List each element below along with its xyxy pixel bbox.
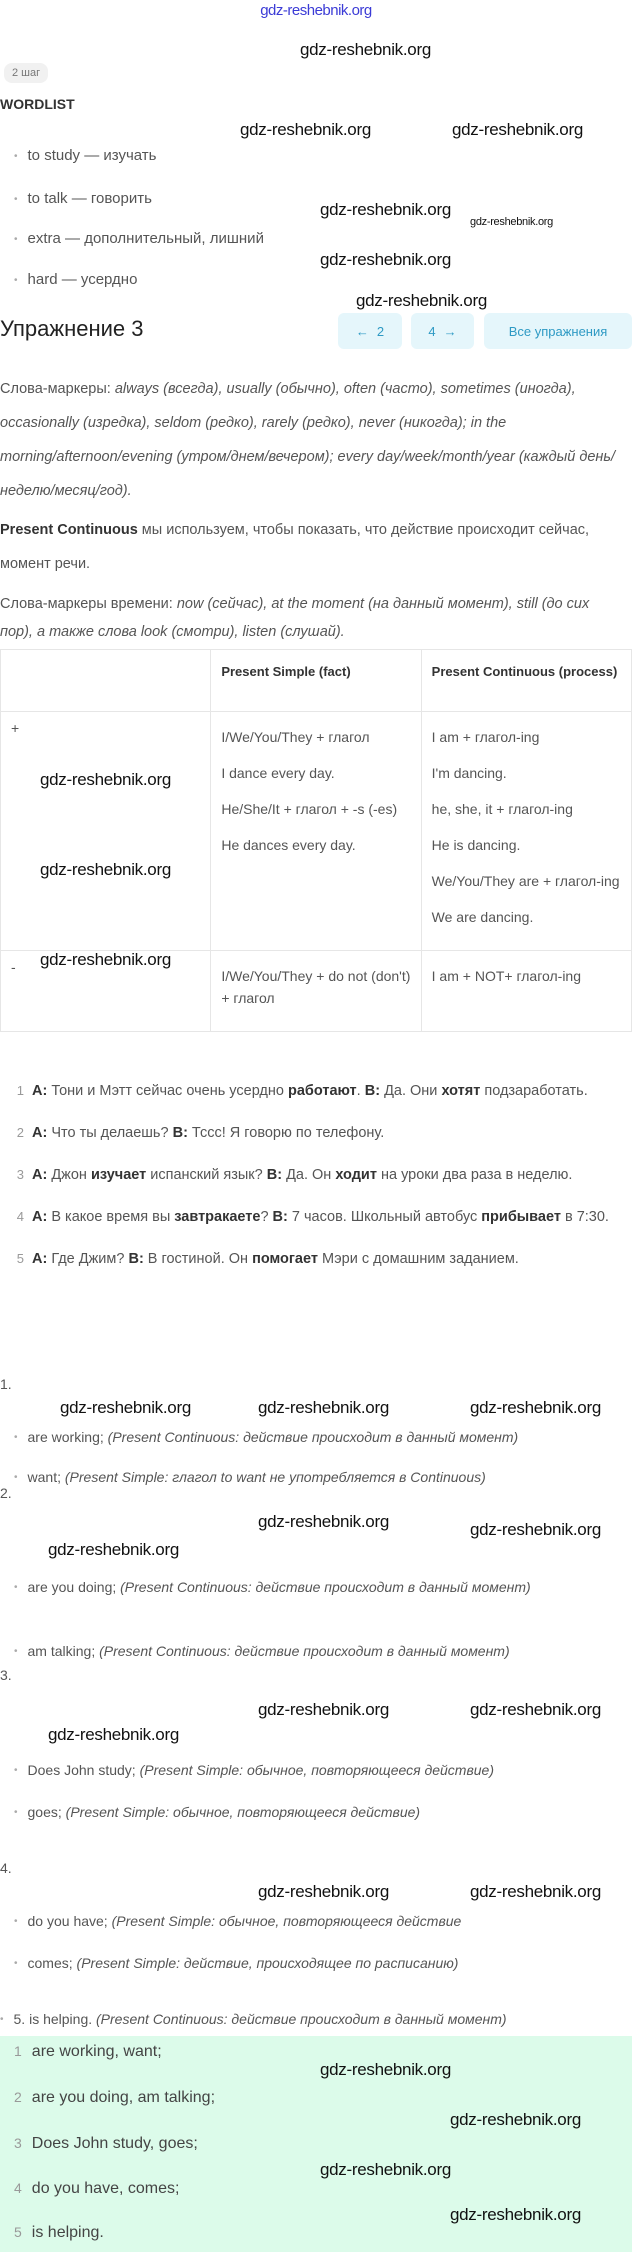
answer-text: Does John study, goes; <box>31 2135 198 2152</box>
dialog-bold: A: <box>32 1209 48 1225</box>
dialog-bold: A: <box>32 1251 48 1267</box>
dialog-bold: A: <box>32 1167 48 1183</box>
explanation-number: 1. <box>0 1376 12 1392</box>
answer-item <box>14 2224 104 2242</box>
row-sign: + <box>1 712 211 951</box>
cell-line: he, she, it + глагол-ing <box>431 801 573 817</box>
watermark: gdz-reshebnik.org <box>40 860 171 879</box>
dialog-bold: B: <box>128 1251 144 1267</box>
answer-item <box>14 2180 179 2198</box>
watermark: gdz-reshebnik.org <box>240 120 371 139</box>
explanation-text: (Present Simple: действие, происходящее по расписанию) <box>76 1955 459 1971</box>
answer-number: 2 <box>14 2089 22 2105</box>
wordlist-item: • hard — усердно <box>14 271 137 288</box>
explanation-item <box>14 1426 624 1449</box>
explanation-text: (Present Continuous: действие происходит в данный момент) <box>107 1429 519 1445</box>
pc-intro-bold: Present Continuous <box>0 522 138 538</box>
cell-line: We are dancing. <box>431 909 534 925</box>
continuous-cell <box>421 951 631 1032</box>
answer-item <box>14 2089 215 2107</box>
all-exercises-button[interactable]: Все упражнения <box>484 313 632 349</box>
answer-text: are working; <box>27 1429 108 1445</box>
explanation-item <box>14 1466 624 1489</box>
answer-item <box>14 2135 198 2153</box>
next-exercise-label: 4 <box>428 323 436 339</box>
answer-text: want; <box>27 1469 65 1485</box>
dialog-number: 1 <box>16 1083 24 1098</box>
arrow-right-icon: → <box>443 323 457 339</box>
cell-line: We/You/They are + глагол-ing <box>431 873 620 889</box>
simple-cell <box>211 712 421 951</box>
explanation-text: (Present Simple: глагол to want не употребляется в Continuous) <box>64 1469 486 1485</box>
dialog-bold: изучает <box>90 1167 147 1183</box>
answer-number: 3 <box>14 2135 22 2151</box>
prev-exercise-label: 2 <box>376 323 385 339</box>
watermark: gdz-reshebnik.org <box>320 200 451 219</box>
site-watermark-top: gdz-reshebnik.org <box>260 2 372 19</box>
simple-cell <box>211 951 421 1032</box>
answer-text: do you have; <box>27 1913 112 1929</box>
dialog-text: испанский язык? <box>146 1167 267 1183</box>
explanation-text: (Present Simple: обычное, повторяющееся действие <box>111 1913 462 1929</box>
answer-text: am talking; <box>27 1643 100 1659</box>
explanation-number: 2. <box>0 1485 12 1501</box>
wordlist-title: WORDLIST <box>0 96 75 112</box>
table-header: Present Continuous (process) <box>421 650 631 712</box>
answer-number: 4 <box>14 2180 22 2196</box>
explanation-text: (Present Simple: обычное, повторяющееся действие) <box>65 1804 421 1820</box>
watermark: gdz-reshebnik.org <box>40 950 171 969</box>
dialog-item <box>0 1074 632 1108</box>
explanation-5 <box>0 2008 610 2031</box>
table-row <box>1 712 632 951</box>
dialog-bold: хотят <box>441 1083 481 1099</box>
cell-line: He/She/It + глагол + -s (-es) <box>221 801 398 817</box>
dialog-text: Мэри с домашним заданием. <box>317 1251 519 1267</box>
arrow-left-icon: ← <box>355 323 369 339</box>
dialog-bold: завтракаете <box>174 1209 261 1225</box>
time-markers-paragraph <box>0 590 622 646</box>
watermark: gdz-reshebnik.org <box>300 40 431 59</box>
dialog-bold: B: <box>266 1167 283 1183</box>
cell-line: He is dancing. <box>431 837 521 853</box>
answer-text: goes; <box>27 1804 66 1820</box>
watermark: gdz-reshebnik.org <box>320 2060 451 2079</box>
answer-text: are you doing, am talking; <box>31 2089 216 2106</box>
dialog-line <box>32 1200 632 1234</box>
watermark: gdz-reshebnik.org <box>258 1512 389 1531</box>
wordlist-item: • to study — изучать <box>14 147 156 164</box>
answer-text: are you doing; <box>27 1579 121 1595</box>
explanation-text: (Present Simple: обычное, повторяющееся действие) <box>139 1762 494 1778</box>
watermark: gdz-reshebnik.org <box>470 1700 601 1719</box>
watermark: gdz-reshebnik.org <box>450 2205 581 2224</box>
dialog-line <box>32 1242 632 1276</box>
dialog-text: на уроки два раза в неделю. <box>376 1167 573 1183</box>
pc-intro-paragraph <box>0 513 622 581</box>
dialog-text: в 7:30. <box>560 1209 609 1225</box>
dialog-text: 7 часов. Школьный автобус <box>287 1209 482 1225</box>
explanation-item <box>14 1576 624 1599</box>
dialog-item <box>0 1242 632 1276</box>
dialog-bold: B: <box>364 1083 381 1099</box>
cell-line: I/We/You/They + do not (don't) + глагол <box>221 968 411 1006</box>
dialog-bold: работают <box>288 1083 357 1099</box>
prev-exercise-button[interactable] <box>338 313 402 349</box>
dialog-line <box>32 1116 632 1150</box>
dialog-text: Тони и Мэтт сейчас очень усердно <box>47 1083 288 1099</box>
watermark: gdz-reshebnik.org <box>470 1398 601 1417</box>
markers-label: Слова-маркеры: <box>0 381 115 397</box>
answer-number: 1 <box>14 2043 22 2059</box>
answer-text: is helping. <box>31 2224 104 2241</box>
watermark: gdz-reshebnik.org <box>258 1398 389 1417</box>
explanation-item <box>14 1910 624 1933</box>
dialog-text: . <box>356 1083 365 1099</box>
dialog-bold: прибывает <box>481 1209 561 1225</box>
dialog-bold: B: <box>272 1209 288 1225</box>
wordlist-item: • to talk — говорить <box>14 190 152 207</box>
dialog-line <box>32 1074 632 1108</box>
watermark: gdz-reshebnik.org <box>320 250 451 269</box>
dialog-number: 3 <box>16 1167 24 1182</box>
table-header-row <box>1 650 632 712</box>
table-header: Present Simple (fact) <box>211 650 421 712</box>
answer-text: are working, want; <box>31 2043 162 2060</box>
dialog-text: Джон <box>47 1167 91 1183</box>
cell-line: He dances every day. <box>221 837 356 853</box>
cell-line: I/We/You/They + глагол <box>221 729 370 745</box>
cell-line: I am + NOT+ глагол-ing <box>431 968 582 984</box>
explanation-text: (Present Continuous: действие происходит в данный момент) <box>120 1579 531 1595</box>
markers-paragraph <box>0 372 622 508</box>
watermark: gdz-reshebnik.org <box>450 2110 581 2129</box>
dialog-bold: B: <box>172 1125 188 1141</box>
watermark: gdz-reshebnik.org <box>470 1520 601 1539</box>
explanation-text: (Present Continuous: действие происходит в данный момент) <box>96 2011 507 2027</box>
dialog-bold: A: <box>32 1083 48 1099</box>
explanation-number: 3. <box>0 1667 12 1683</box>
watermark: gdz-reshebnik.org <box>470 216 553 228</box>
explanation-number: 4. <box>0 1860 12 1876</box>
explanation-item <box>14 1801 624 1824</box>
time-markers-text: now (сейчас), at the moment (на данный момент), still (до сих пор), а также слова look (смотри), listen (слушай). <box>0 596 590 640</box>
answer-text: comes; <box>27 1955 77 1971</box>
explanation-item <box>14 1759 624 1782</box>
watermark: gdz-reshebnik.org <box>258 1700 389 1719</box>
dialog-text: В какое время вы <box>47 1209 175 1225</box>
dialog-item <box>0 1200 632 1234</box>
watermark: gdz-reshebnik.org <box>320 2160 451 2179</box>
dialog-item <box>0 1158 632 1192</box>
time-markers-label: Слова-маркеры времени: <box>0 596 177 612</box>
dialog-text: Да. Они <box>380 1083 442 1099</box>
answer-number: 5 <box>14 2224 22 2240</box>
table-header <box>1 650 211 712</box>
dialog-text: В гостиной. Он <box>143 1251 253 1267</box>
watermark: gdz-reshebnik.org <box>60 1398 191 1417</box>
cell-line: I am + глагол-ing <box>431 729 540 745</box>
dialog-text: Что ты делаешь? <box>47 1125 173 1141</box>
cell-line: I'm dancing. <box>431 765 507 781</box>
continuous-cell <box>421 712 631 951</box>
watermark: gdz-reshebnik.org <box>470 1882 601 1901</box>
watermark: gdz-reshebnik.org <box>452 120 583 139</box>
answer-text: 5. is helping. <box>13 2011 97 2027</box>
explanation-item <box>14 1952 624 1975</box>
answer-text: do you have, comes; <box>31 2180 180 2197</box>
step-badge: 2 шаг <box>4 63 48 83</box>
watermark: gdz-reshebnik.org <box>48 1540 179 1559</box>
explanation-text: (Present Continuous: действие происходит в данный момент) <box>99 1643 510 1659</box>
pc-intro-text: мы используем, чтобы показать, что действие происходит сейчас, момент речи. <box>0 522 590 572</box>
dialog-number: 4 <box>16 1209 24 1224</box>
row-sign: - <box>1 951 211 1032</box>
answer-text: Does John study; <box>27 1762 140 1778</box>
dialog-bold: A: <box>32 1125 48 1141</box>
dialog-text: Тссс! Я говорю по телефону. <box>187 1125 385 1141</box>
dialog-text: Да. Он <box>282 1167 336 1183</box>
dialog-line <box>32 1158 632 1192</box>
dialog-bold: ходит <box>335 1167 377 1183</box>
dialog-text: Где Джим? <box>47 1251 129 1267</box>
wordlist-item: • extra — дополнительный, лишний <box>14 230 264 247</box>
dialog-text: ? <box>260 1209 273 1225</box>
answer-item <box>14 2043 162 2061</box>
dialog-bold: помогает <box>252 1251 318 1267</box>
dialog-list <box>0 1074 632 1284</box>
dialog-number: 2 <box>16 1125 24 1140</box>
watermark: gdz-reshebnik.org <box>258 1882 389 1901</box>
dialog-item <box>0 1116 632 1150</box>
watermark: gdz-reshebnik.org <box>356 291 487 310</box>
dialog-text: подзаработать. <box>480 1083 588 1099</box>
explanation-item <box>14 1640 624 1663</box>
watermark: gdz-reshebnik.org <box>48 1725 179 1744</box>
watermark: gdz-reshebnik.org <box>40 770 171 789</box>
next-exercise-button[interactable] <box>411 313 474 349</box>
cell-line: I dance every day. <box>221 765 335 781</box>
dialog-number: 5 <box>16 1251 24 1266</box>
markers-text: always (всегда), usually (обычно), often (часто), sometimes (иногда), occasionally (изредка), seldom (редко), rarely (редко), never (никогда); in the morning/afternoon/evening (утром/днем/вечером); every day/week/month/year (каждый день/неделю/месяц/год). <box>0 381 616 499</box>
exercise-title: Упражнение 3 <box>0 316 144 341</box>
